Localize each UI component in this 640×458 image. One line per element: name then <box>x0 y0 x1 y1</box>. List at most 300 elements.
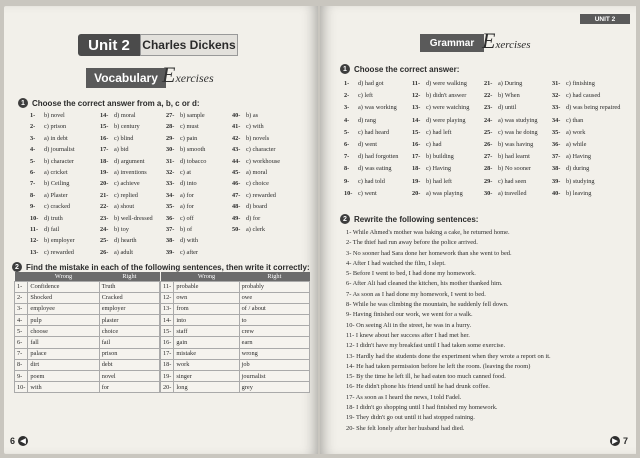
answer-number: 35- <box>552 128 561 136</box>
vocab-answers-col-3 <box>166 110 206 258</box>
row-index: 2- <box>15 292 28 303</box>
answer-item <box>166 224 206 235</box>
grammar-answers-col-4 <box>552 78 620 200</box>
answer-number: 21- <box>484 80 493 87</box>
answer-number: 34- <box>166 191 175 199</box>
answer-item <box>100 247 153 258</box>
answer-number: 22- <box>100 203 109 211</box>
answer-number: 7- <box>344 153 350 161</box>
exercises-initial: E <box>162 62 176 87</box>
answer-item <box>484 188 538 200</box>
rewrite-sentence: 3- No sooner had Sara done her homework than she went to bed. <box>346 249 512 257</box>
answer-text: c) with <box>246 123 264 131</box>
answer-item <box>30 190 75 201</box>
answer-text: a) Plaster <box>44 191 68 199</box>
answer-number: 30- <box>166 146 175 154</box>
answer-item <box>100 133 153 144</box>
answer-number: 32- <box>552 92 561 100</box>
answer-number: 23- <box>484 104 493 112</box>
row-index: 10- <box>15 382 28 393</box>
section-number-badge: 2 <box>340 214 350 224</box>
right-word: debt <box>99 359 159 370</box>
answer-number: 38- <box>166 237 175 245</box>
right-word: of / about <box>239 303 309 314</box>
answer-text: a) inventions <box>114 169 147 177</box>
answer-item <box>412 151 469 163</box>
answer-text: b) century <box>114 123 140 131</box>
right-word: earn <box>239 337 309 348</box>
answer-item <box>232 167 280 178</box>
page-number-left <box>10 436 28 446</box>
table-row <box>161 326 310 337</box>
right-word: grey <box>239 382 309 393</box>
answer-item <box>30 167 75 178</box>
answer-number: 48- <box>232 203 241 211</box>
grammar-section1-title <box>340 64 459 74</box>
answer-text: c) Having <box>426 165 452 173</box>
answer-text: b) employer <box>44 237 75 245</box>
answer-text: a) for <box>180 203 194 211</box>
answer-number: 45- <box>232 169 241 177</box>
answer-item <box>344 78 398 90</box>
answer-number: 15- <box>412 128 421 136</box>
answer-text: c) replied <box>114 191 138 199</box>
answer-text: b) toy <box>114 226 129 234</box>
rewrite-sentence: 12- I didn't have my breakfast until I had taken some exercise. <box>346 342 506 350</box>
answer-number: 6- <box>30 169 36 177</box>
right-word: fail <box>99 337 159 348</box>
answer-number: 12- <box>412 92 421 100</box>
grammar-answers-col-1 <box>344 78 398 200</box>
right-word: Cracked <box>99 292 159 303</box>
right-page <box>320 6 636 454</box>
table-row <box>161 292 310 303</box>
answer-text: b) had learnt <box>498 153 530 161</box>
answer-number: 23- <box>100 214 109 222</box>
answer-text: a) adult <box>114 248 134 256</box>
answer-number: 1- <box>30 112 36 119</box>
answer-item <box>552 127 620 139</box>
answer-item <box>344 115 398 127</box>
answer-text: d) were playing <box>426 116 466 124</box>
answer-item <box>166 110 206 121</box>
answer-number: 41- <box>232 123 241 131</box>
table-header-right: Right <box>99 272 159 281</box>
answer-item <box>344 188 398 200</box>
exercises-heading <box>162 62 214 88</box>
right-word: probably <box>239 281 309 292</box>
answer-number: 26- <box>484 141 493 149</box>
answer-text: d) moral <box>114 112 136 119</box>
answer-item <box>552 78 620 90</box>
wrong-word: staff <box>174 326 239 337</box>
answer-text: c) prison <box>44 123 67 131</box>
answer-text: d) board <box>246 203 268 211</box>
answer-text: c) rewarded <box>44 248 74 256</box>
answer-text: b) character <box>44 157 74 165</box>
answer-number: 14- <box>412 116 421 124</box>
answer-number: 40- <box>552 189 561 197</box>
answer-number: 1- <box>344 80 350 87</box>
answer-item <box>552 115 620 127</box>
row-index: 8- <box>15 359 28 370</box>
answer-item <box>552 151 620 163</box>
answer-item <box>166 178 206 189</box>
rewrite-sentence: 10- On seeing Ali in the street, he was in a hurry. <box>346 321 472 329</box>
wrong-word: work <box>174 359 239 370</box>
answer-number: 47- <box>232 191 241 199</box>
answer-number: 13- <box>30 248 39 256</box>
answer-text: a) while <box>566 141 587 149</box>
answer-text: c) off <box>180 214 194 222</box>
table-header-wrong: Wrong <box>174 272 239 281</box>
answer-number: 29- <box>484 177 493 185</box>
answer-number: 33- <box>552 104 561 112</box>
answer-text: c) went <box>358 189 377 197</box>
answer-item <box>30 110 75 121</box>
table-row <box>161 337 310 348</box>
answer-text: b) sample <box>180 112 205 119</box>
wrong-word: from <box>174 303 239 314</box>
rewrite-sentence: 4- After I had watched the film, I slept. <box>346 259 446 267</box>
answer-text: c) achieve <box>114 180 140 188</box>
vocabulary-banner <box>86 62 232 88</box>
answer-number: 35- <box>166 203 175 211</box>
answer-number: 18- <box>412 165 421 173</box>
answer-item <box>412 78 469 90</box>
right-word: for <box>99 382 159 393</box>
right-word: job <box>239 359 309 370</box>
wrong-word: poem <box>28 371 99 382</box>
answer-number: 37- <box>552 153 561 161</box>
answer-number: 30- <box>484 189 493 197</box>
answer-text: a) shout <box>114 203 135 211</box>
row-index: 9- <box>15 371 28 382</box>
vocab-section2-title <box>12 262 310 272</box>
answer-text: c) had left <box>426 128 452 136</box>
answer-item <box>484 78 538 90</box>
answer-item <box>30 121 75 132</box>
answer-text: d) fail <box>44 226 60 234</box>
answer-number: 11- <box>30 226 39 234</box>
grammar-section2-title <box>340 214 478 224</box>
answer-item <box>100 224 153 235</box>
arrow-left-icon: ◀ <box>18 436 28 446</box>
wrong-word: into <box>174 315 239 326</box>
answer-item <box>232 213 280 224</box>
vocab-answers-col-1 <box>30 110 75 258</box>
answer-item <box>484 139 538 151</box>
answer-text: a) cricket <box>44 169 68 177</box>
table-row <box>161 359 310 370</box>
answer-item <box>344 139 398 151</box>
row-index: 14- <box>161 315 174 326</box>
answer-number: 34- <box>552 116 561 124</box>
vocab-answers-col-2 <box>100 110 153 258</box>
answer-item <box>552 163 620 175</box>
section-number-badge: 2 <box>12 262 22 272</box>
answer-item <box>412 115 469 127</box>
answer-item <box>166 167 206 178</box>
answer-number: 31- <box>166 157 175 165</box>
answer-item <box>100 144 153 155</box>
answer-text: b) novel <box>44 112 65 119</box>
answer-number: 20- <box>100 180 109 188</box>
answer-text: b) had left <box>426 177 452 185</box>
wrong-word: singer <box>174 371 239 382</box>
answer-item <box>412 127 469 139</box>
answer-number: 4- <box>30 146 36 154</box>
section-instruction: Choose the correct answer from a, b, c or d: <box>32 98 200 108</box>
grammar-answers-col-2 <box>412 78 469 200</box>
answer-number: 28- <box>166 123 175 131</box>
answer-number: 26- <box>100 248 109 256</box>
table-header-index <box>15 272 28 281</box>
right-word: wrong <box>239 348 309 359</box>
answer-number: 36- <box>166 214 175 222</box>
rewrite-sentence: 13- Hardly had the students done the experiment when they wrote a report on it. <box>346 352 551 360</box>
answer-text: c) at <box>180 169 192 177</box>
row-index: 17- <box>161 348 174 359</box>
wrong-word: Confidence <box>28 281 99 292</box>
answer-text: c) had seen <box>498 177 527 185</box>
answer-item <box>100 201 153 212</box>
answer-text: d) during <box>566 165 590 173</box>
answer-item <box>30 156 75 167</box>
answer-number: 20- <box>412 189 421 197</box>
answer-text: a) in debt <box>44 134 68 142</box>
answer-number: 21- <box>100 191 109 199</box>
answer-item <box>30 201 75 212</box>
table-row <box>15 337 160 348</box>
answer-item <box>100 110 153 121</box>
answer-text: d) was being repaired <box>566 104 621 112</box>
wrong-word: with <box>28 382 99 393</box>
answer-text: b) Ceiling <box>44 180 70 188</box>
answer-text: d) went <box>358 141 378 149</box>
answer-item <box>100 235 153 246</box>
table-header-right: Right <box>239 272 309 281</box>
row-index: 5- <box>15 326 28 337</box>
answer-text: d) with <box>180 237 199 245</box>
left-page <box>4 6 318 454</box>
answer-text: c) pain <box>180 134 198 142</box>
answer-item <box>484 127 538 139</box>
answer-number: 42- <box>232 134 241 142</box>
rewrite-sentence: 6- After Ali had cleaned the kitchen, his mother thanked him. <box>346 280 503 288</box>
right-word: to <box>239 315 309 326</box>
grammar-answers-col-3 <box>484 78 538 200</box>
answer-item <box>552 176 620 188</box>
answer-number: 3- <box>30 134 36 142</box>
vocab-section1-title <box>18 98 200 108</box>
answer-text: d) were walking <box>426 80 467 87</box>
answer-number: 29- <box>166 134 175 142</box>
right-word: prison <box>99 348 159 359</box>
unit-title: Charles Dickens <box>140 34 238 56</box>
answer-item <box>484 163 538 175</box>
answer-number: 24- <box>484 116 493 124</box>
answer-number: 31- <box>552 80 561 87</box>
answer-text: c) blind <box>114 134 134 142</box>
answer-number: 46- <box>232 180 241 188</box>
answer-item <box>484 102 538 114</box>
answer-number: 25- <box>100 237 109 245</box>
row-index: 11- <box>161 281 174 292</box>
answer-item <box>166 190 206 201</box>
answer-item <box>232 224 280 235</box>
answer-number: 9- <box>344 177 350 185</box>
rewrite-sentence: 14- He had taken permission before he left the room. (leaving the room) <box>346 362 531 370</box>
answer-item <box>166 235 206 246</box>
answer-number: 43- <box>232 146 241 154</box>
answer-number: 18- <box>100 157 109 165</box>
answer-item <box>344 90 398 102</box>
grammar-tag: Grammar <box>420 34 484 52</box>
answer-item <box>484 151 538 163</box>
section-instruction: Find the mistake in each of the following sentences, then write it correctly: <box>26 262 310 272</box>
vocab-answers-col-4 <box>232 110 280 235</box>
row-index: 1- <box>15 281 28 292</box>
table-row <box>15 292 160 303</box>
answer-text: c) were watching <box>426 104 470 112</box>
answer-text: a) was playing <box>426 189 463 197</box>
exercises-rest: xercises <box>175 71 214 85</box>
answer-item <box>344 127 398 139</box>
answer-item <box>232 178 280 189</box>
answer-text: d) journalist <box>44 146 75 154</box>
answer-number: 5- <box>344 128 350 136</box>
answer-number: 28- <box>484 165 493 173</box>
rewrite-sentence: 17- As soon as I heard the news, I told Fadel. <box>346 393 462 401</box>
answer-number: 2- <box>344 92 350 100</box>
answer-number: 13- <box>412 104 421 112</box>
answer-item <box>344 102 398 114</box>
answer-item <box>100 213 153 224</box>
answer-item <box>412 188 469 200</box>
answer-number: 17- <box>100 146 109 154</box>
answer-number: 3- <box>344 104 350 112</box>
rewrite-sentence: 20- She felt lonely after her husband had died. <box>346 424 465 432</box>
answer-text: c) had <box>426 141 442 149</box>
section-instruction: Choose the correct answer: <box>354 64 460 74</box>
table-row <box>15 315 160 326</box>
table-row <box>161 303 310 314</box>
rewrite-sentence: 8- While he was climbing the mountain, he suddenly fell down. <box>346 301 509 309</box>
answer-number: 6- <box>344 141 350 149</box>
answer-item <box>232 156 280 167</box>
exercises-rest: xercises <box>495 39 531 51</box>
answer-item <box>344 176 398 188</box>
answer-text: d) had forgotten <box>358 153 399 161</box>
page-number-text: 7 <box>622 436 628 446</box>
table-header-wrong: Wrong <box>28 272 99 281</box>
row-index: 20- <box>161 382 174 393</box>
mistakes-table-left <box>14 272 160 393</box>
answer-text: b) When <box>498 92 520 100</box>
table-row <box>15 326 160 337</box>
answer-number: 10- <box>344 189 353 197</box>
answer-item <box>232 121 280 132</box>
answer-item <box>484 90 538 102</box>
answer-text: b) No sooner <box>498 165 531 173</box>
wrong-word: pulp <box>28 315 99 326</box>
answer-item <box>30 144 75 155</box>
wrong-word: long <box>174 382 239 393</box>
answer-text: a) was working <box>358 104 397 112</box>
answer-item <box>484 176 538 188</box>
answer-text: d) had got <box>358 80 384 87</box>
answer-number: 16- <box>100 134 109 142</box>
answer-text: a) moral <box>246 169 268 177</box>
table-row <box>15 303 160 314</box>
answer-number: 10- <box>30 214 39 222</box>
answer-text: c) rewarded <box>246 191 276 199</box>
answer-item <box>552 102 620 114</box>
answer-item <box>30 213 75 224</box>
unit-tab: UNIT 2 <box>580 14 630 24</box>
answer-text: d) rang <box>358 116 377 124</box>
answer-item <box>100 167 153 178</box>
wrong-word: employee <box>28 303 99 314</box>
answer-text: a) travelled <box>498 189 527 197</box>
answer-number: 40- <box>232 112 241 119</box>
wrong-word: palace <box>28 348 99 359</box>
answer-text: c) character <box>246 146 276 154</box>
right-word: choice <box>99 326 159 337</box>
table-row <box>161 348 310 359</box>
answer-item <box>100 121 153 132</box>
rewrite-sentences-list <box>346 228 551 434</box>
row-index: 15- <box>161 326 174 337</box>
answer-item <box>232 144 280 155</box>
answer-number: 2- <box>30 123 36 131</box>
answer-number: 22- <box>484 92 493 100</box>
answer-number: 44- <box>232 157 241 165</box>
answer-text: b) building <box>426 153 454 161</box>
section-number-badge: 1 <box>18 98 28 108</box>
answer-item <box>100 178 153 189</box>
answer-item <box>412 176 469 188</box>
answer-text: b) didn't answer <box>426 92 467 100</box>
answer-item <box>412 163 469 175</box>
row-index: 12- <box>161 292 174 303</box>
answer-item <box>166 213 206 224</box>
table-header-index <box>161 272 174 281</box>
answer-item <box>166 247 206 258</box>
wrong-word: own <box>174 292 239 303</box>
wrong-word: gain <box>174 337 239 348</box>
answer-text: c) must <box>180 123 199 131</box>
rewrite-sentence: 1- While Ahmed's mother was baking a cake, he returned home. <box>346 229 510 236</box>
right-word: owe <box>239 292 309 303</box>
answer-number: 12- <box>30 237 39 245</box>
answer-item <box>30 224 75 235</box>
answer-number: 19- <box>412 177 421 185</box>
rewrite-sentence: 5- Before I went to bed, I had done my homework. <box>346 270 476 278</box>
answer-item <box>412 90 469 102</box>
answer-text: d) argument <box>114 157 145 165</box>
row-index: 16- <box>161 337 174 348</box>
answer-number: 8- <box>30 191 36 199</box>
exercises-initial: E <box>482 28 496 53</box>
answer-text: a) During <box>498 80 523 87</box>
answer-number: 27- <box>484 153 493 161</box>
answer-number: 33- <box>166 180 175 188</box>
answer-item <box>412 102 469 114</box>
answer-number: 39- <box>552 177 561 185</box>
rewrite-sentence: 19- They didn't go out until it had stopped raining. <box>346 414 475 422</box>
